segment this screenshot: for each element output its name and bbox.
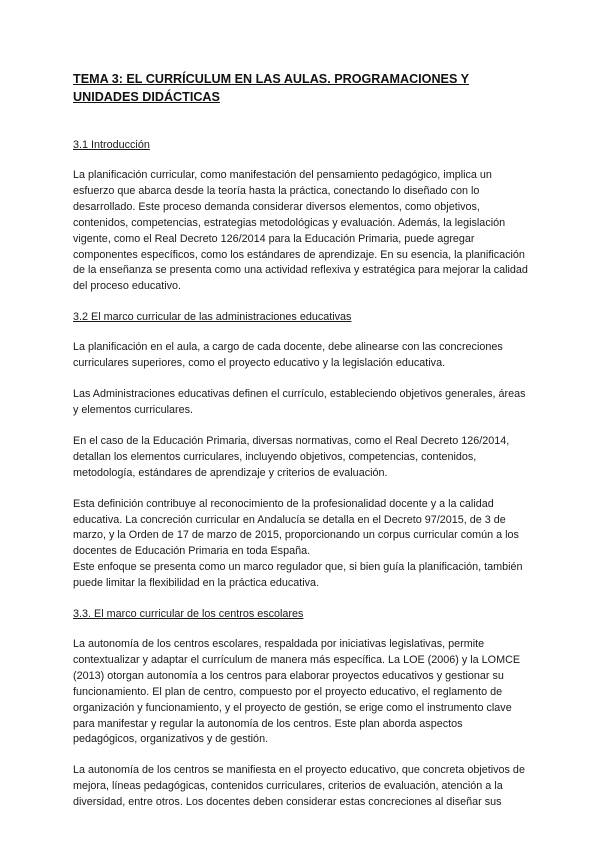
section-heading-introduccion: 3.1 Introducción <box>73 139 150 151</box>
section-heading-marco-centros: 3.3. El marco curricular de los centros escolares <box>73 608 304 621</box>
paragraph: En el caso de la Educación Primaria, diversas normativas, como el Real Decreto 126/2014, detallan los elementos curriculares, incluyendo objetivos, competencias, contenidos, metodología, estándares de aprendizaje y criterios de evaluación. <box>73 434 510 479</box>
document-title: TEMA 3: EL CURRÍCULUM EN LAS AULAS. PROGRAMACIONES Y UNIDADES DIDÁCTICAS <box>73 72 470 104</box>
paragraph: La autonomía de los centros se manifiesta en el proyecto educativo, que concreta objetivos de mejora, líneas pedagógicas, contenidos curriculares, criterios de evaluación, atención a la diversidad, entre otros. Los docentes deben considerar estas concreciones al diseñar sus <box>73 764 525 809</box>
paragraph: La autonomía de los centros escolares, respaldada por iniciativas legislativas, permite contextualizar y adaptar el currículum de manera más específica. La LOE (2006) y la LOMCE (2013) otorgan autonomía a los centros para elaborar proyectos educativos y gestionar su funcionamiento. El plan de centro, compuesto por el proyecto educativo, el reglamento de organización y funcionamiento, y el proyecto de gestión, se erige como el instrumento clave para manifestar y regular la autonomía de los centros. Este plan aborda aspectos pedagógicos, organizativos y de gestión. <box>73 638 521 746</box>
paragraph: Este enfoque se presenta como un marco regulador que, si bien guía la planificación, también puede limitar la flexibilidad en la práctica educativa. <box>73 561 523 590</box>
paragraph: Esta definición contribuye al reconocimiento de la profesionalidad docente y a la calidad educativa. La concreción curricular en Andalucía se detalla en el Decreto 97/2015, de 3 de marzo, y la Orden de 17 de marzo de 2015, proporcionando un corpus curricular común a los docentes de Educación Primaria en toda España. <box>73 497 519 558</box>
paragraph: La planificación en el aula, a cargo de cada docente, debe alinearse con las concreciones curriculares superiores, como el proyecto educativo y la legislación educativa. <box>73 341 503 370</box>
paragraph: La planificación curricular, como manifestación del pensamiento pedagógico, implica un esfuerzo que abarca desde la teoría hasta la práctica, conectando lo diseñado con lo desarrollado. Este proceso demanda considerar diversos elementos, como objetivos, contenidos, competencias, estrategias metodológicas y evaluación. Además, la legislación vigente, como el Real Decreto 126/2014 para la Educación Primaria, puede agregar componentes específicos, como los estándares de aprendizaje. En su esencia, la planificación de la enseñanza se presenta como una actividad reflexiva y estratégica para mejorar la calidad del proceso educativo. <box>73 169 528 293</box>
paragraph: Las Administraciones educativas definen el currículo, estableciendo objetivos generales, áreas y elementos curriculares. <box>73 388 526 416</box>
section-heading-marco-administraciones: 3.2 El marco curricular de las administraciones educativas <box>73 311 352 324</box>
